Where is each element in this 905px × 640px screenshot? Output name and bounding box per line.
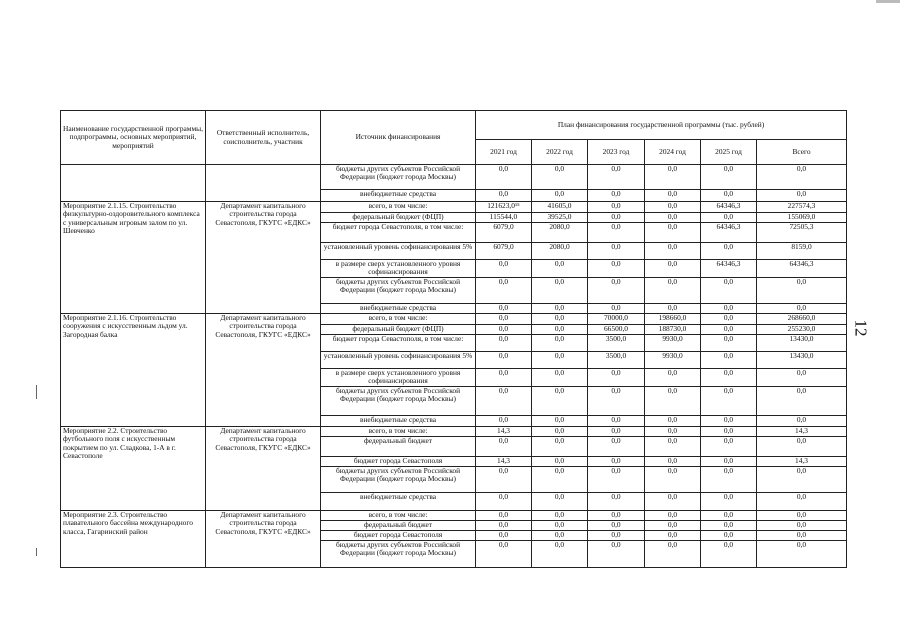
value-total: 0,0	[757, 165, 847, 190]
value-cell: 0,0	[476, 304, 532, 314]
value-cell: 0,0	[532, 352, 588, 369]
measure-name: Мероприятие 2.1.16. Строительство сооружения с искусственным льдом ул. Загородная балка	[61, 314, 206, 427]
value-total: 0,0	[757, 520, 847, 530]
value-total: 255230,0	[757, 325, 847, 335]
value-cell: 0,0	[532, 304, 588, 314]
value-cell: 0,0	[701, 314, 757, 325]
value-cell: 0,0	[532, 314, 588, 325]
value-cell: 0,0	[588, 456, 645, 466]
value-cell: 0,0	[476, 386, 532, 415]
value-cell: 0,0	[645, 530, 701, 540]
value-cell: 0,0	[476, 520, 532, 530]
funding-source: внебюджетные средства	[321, 190, 476, 202]
responsible-executor: Департамент капитального строительства города Севастополя, ГКУГС «ЕДКС»	[206, 510, 321, 567]
value-cell: 0,0	[476, 492, 532, 510]
value-cell: 0,0	[645, 369, 701, 387]
funding-source: установленный уровень софинансирования 5%	[321, 243, 476, 260]
funding-source: федеральный бюджет	[321, 520, 476, 530]
value-total: 0,0	[757, 190, 847, 202]
responsible-executor: Департамент капитального строительства города Севастополя, ГКУГС «ЕДКС»	[206, 202, 321, 314]
value-cell: 0,0	[701, 165, 757, 190]
value-cell: 0,0	[701, 369, 757, 387]
value-cell: 0,0	[476, 165, 532, 190]
value-cell: 0,0	[701, 278, 757, 304]
funding-source: всего, в том числе:	[321, 202, 476, 213]
value-cell: 0,0	[645, 304, 701, 314]
funding-source: бюджеты других субъектов Российской Федерации (бюджет города Москвы)	[321, 540, 476, 567]
value-cell: 0,0	[645, 492, 701, 510]
value-cell: 0,0	[701, 304, 757, 314]
value-cell: 6079,0	[476, 223, 532, 243]
value-total: 0,0	[757, 466, 847, 492]
funding-source: бюджет города Севастополя	[321, 456, 476, 466]
value-cell: 0,0	[476, 314, 532, 325]
value-cell: 64346,3	[701, 260, 757, 278]
value-cell: 0,0	[588, 386, 645, 415]
value-cell: 0,0	[701, 456, 757, 466]
value-cell: 0,0	[532, 415, 588, 426]
funding-source: бюджет города Севастополя	[321, 530, 476, 540]
value-cell: 0,0	[476, 415, 532, 426]
value-cell: 3500,0	[588, 335, 645, 352]
header-plan: План финансирования государственной программы (тыс. рублей)	[476, 111, 847, 140]
header-total: Всего	[757, 140, 847, 165]
value-total: 227574,3	[757, 202, 847, 213]
value-cell: 0,0	[532, 335, 588, 352]
header-responsible: Ответственный исполнитель, соисполнитель, участник	[206, 111, 321, 165]
value-cell: 0,0	[645, 415, 701, 426]
value-cell: 0,0	[588, 213, 645, 223]
value-cell: 0,0	[645, 520, 701, 530]
funding-source: бюджет города Севастополя, в том числе:	[321, 223, 476, 243]
value-cell: 0,0	[532, 278, 588, 304]
value-total: 0,0	[757, 510, 847, 520]
funding-source: федеральный бюджет (ФЦП)	[321, 325, 476, 335]
value-total: 14,3	[757, 456, 847, 466]
value-cell: 0,0	[476, 352, 532, 369]
funding-source: федеральный бюджет	[321, 436, 476, 456]
header-year: 2021 год	[476, 140, 532, 165]
table-body	[61, 165, 847, 568]
measure-name	[61, 165, 206, 202]
funding-source: бюджеты других субъектов Российской Федерации (бюджет города Москвы)	[321, 165, 476, 190]
value-cell: 0,0	[476, 335, 532, 352]
value-cell: 0,0	[645, 436, 701, 456]
value-total: 0,0	[757, 415, 847, 426]
value-cell: 39525,0	[532, 213, 588, 223]
funding-source: всего, в том числе:	[321, 314, 476, 325]
funding-source: бюджет города Севастополя, в том числе:	[321, 335, 476, 352]
value-cell: 0,0	[645, 278, 701, 304]
value-cell: 0,0	[701, 466, 757, 492]
measure-name: Мероприятие 2.1.15. Строительство физкультурно-оздоровительного комплекса с универсальным игровым залом по ул. Шевченко	[61, 202, 206, 314]
value-cell: 0,0	[701, 335, 757, 352]
value-total: 0,0	[757, 530, 847, 540]
value-cell: 0,0	[645, 466, 701, 492]
value-cell: 64346,3	[701, 202, 757, 213]
value-cell: 0,0	[476, 260, 532, 278]
value-cell: 0,0	[476, 510, 532, 520]
value-total: 13430,0	[757, 335, 847, 352]
table-row	[61, 165, 847, 190]
funding-source: бюджеты других субъектов Российской Федерации (бюджет города Москвы)	[321, 386, 476, 415]
funding-source: внебюджетные средства	[321, 415, 476, 426]
value-cell: 0,0	[645, 213, 701, 223]
value-total: 155069,0	[757, 213, 847, 223]
value-cell: 121623,0¹⁵	[476, 202, 532, 213]
value-cell: 0,0	[701, 492, 757, 510]
value-total: 0,0	[757, 304, 847, 314]
value-cell: 0,0	[645, 202, 701, 213]
value-cell: 0,0	[645, 456, 701, 466]
scan-margin-mark	[36, 548, 37, 556]
table-row	[61, 314, 847, 325]
value-cell: 0,0	[588, 520, 645, 530]
value-cell: 0,0	[532, 325, 588, 335]
funding-source: установленный уровень софинансирования 5%	[321, 352, 476, 369]
value-total: 14,3	[757, 426, 847, 436]
value-cell: 9930,0	[645, 335, 701, 352]
header-year: 2023 год	[588, 140, 645, 165]
value-cell: 0,0	[476, 190, 532, 202]
value-cell: 0,0	[588, 540, 645, 567]
value-cell: 0,0	[476, 325, 532, 335]
value-cell: 0,0	[588, 530, 645, 540]
scan-margin-mark	[36, 385, 37, 399]
value-cell: 0,0	[701, 190, 757, 202]
value-cell: 0,0	[588, 165, 645, 190]
value-cell: 0,0	[645, 223, 701, 243]
page-number: 12	[851, 319, 871, 337]
value-cell: 0,0	[645, 243, 701, 260]
value-cell: 0,0	[476, 530, 532, 540]
value-cell: 41605,0	[532, 202, 588, 213]
value-cell: 0,0	[701, 540, 757, 567]
value-cell: 0,0	[588, 223, 645, 243]
value-cell: 0,0	[701, 510, 757, 520]
value-cell: 0,0	[645, 510, 701, 520]
value-total: 64346,3	[757, 260, 847, 278]
measure-name: Мероприятие 2.2. Строительство футбольного поля с искусственным покрытием по ул. Сладкова, 1-А в г. Севастополе	[61, 426, 206, 510]
value-cell: 3500,0	[588, 352, 645, 369]
value-cell: 0,0	[532, 456, 588, 466]
value-cell: 0,0	[476, 369, 532, 387]
value-cell: 0,0	[532, 466, 588, 492]
value-cell: 0,0	[588, 510, 645, 520]
value-cell: 0,0	[701, 436, 757, 456]
value-cell: 2080,0	[532, 223, 588, 243]
responsible-executor	[206, 165, 321, 202]
value-cell: 0,0	[588, 278, 645, 304]
value-cell: 0,0	[476, 278, 532, 304]
value-cell: 9930,0	[645, 352, 701, 369]
responsible-executor: Департамент капитального строительства города Севастополя, ГКУГС «ЕДКС»	[206, 314, 321, 427]
value-cell: 0,0	[532, 530, 588, 540]
value-cell: 188730,0	[645, 325, 701, 335]
value-cell: 0,0	[701, 426, 757, 436]
value-cell: 0,0	[532, 520, 588, 530]
value-total: 0,0	[757, 492, 847, 510]
header-source: Источник финансирования	[321, 111, 476, 165]
funding-source: федеральный бюджет (ФЦП)	[321, 213, 476, 223]
value-cell: 0,0	[532, 190, 588, 202]
value-cell: 0,0	[532, 386, 588, 415]
value-cell: 0,0	[588, 436, 645, 456]
value-total: 0,0	[757, 540, 847, 567]
header-year: 2025 год	[701, 140, 757, 165]
value-cell: 0,0	[645, 386, 701, 415]
value-cell: 0,0	[701, 415, 757, 426]
table-row	[61, 202, 847, 213]
header-year: 2024 год	[645, 140, 701, 165]
value-cell: 0,0	[588, 260, 645, 278]
value-cell: 0,0	[476, 436, 532, 456]
value-total: 13430,0	[757, 352, 847, 369]
funding-source: бюджеты других субъектов Российской Федерации (бюджет города Москвы)	[321, 466, 476, 492]
value-cell: 0,0	[532, 369, 588, 387]
value-cell: 0,0	[588, 492, 645, 510]
value-cell: 0,0	[532, 492, 588, 510]
funding-source: внебюджетные средства	[321, 304, 476, 314]
value-cell: 0,0	[476, 466, 532, 492]
header-name: Наименование государственной программы, подпрограммы, основных мероприятий, мероприятий	[61, 111, 206, 165]
value-cell: 0,0	[645, 426, 701, 436]
value-cell: 0,0	[588, 369, 645, 387]
value-cell: 0,0	[532, 260, 588, 278]
value-cell: 64346,3	[701, 223, 757, 243]
financing-table	[60, 110, 847, 568]
value-cell: 70000,0	[588, 314, 645, 325]
value-cell: 0,0	[532, 165, 588, 190]
value-cell: 0,0	[588, 304, 645, 314]
value-cell: 0,0	[588, 426, 645, 436]
value-cell: 115544,0	[476, 213, 532, 223]
funding-source: в размере сверх установленного уровня софинансирования	[321, 260, 476, 278]
value-cell: 0,0	[476, 540, 532, 567]
value-cell: 0,0	[645, 190, 701, 202]
value-total: 0,0	[757, 436, 847, 456]
value-cell: 14,3	[476, 456, 532, 466]
value-cell: 0,0	[701, 325, 757, 335]
value-cell: 0,0	[701, 386, 757, 415]
value-total: 268660,0	[757, 314, 847, 325]
value-cell: 0,0	[532, 510, 588, 520]
value-cell: 0,0	[588, 415, 645, 426]
value-cell: 66500,0	[588, 325, 645, 335]
value-cell: 0,0	[701, 520, 757, 530]
value-cell: 0,0	[645, 260, 701, 278]
value-total: 72505,3	[757, 223, 847, 243]
value-cell: 0,0	[588, 466, 645, 492]
funding-source: внебюджетные средства	[321, 492, 476, 510]
scan-corner-mark	[876, 0, 900, 3]
value-cell: 0,0	[701, 530, 757, 540]
value-total: 0,0	[757, 369, 847, 387]
table-row	[61, 510, 847, 520]
value-cell: 0,0	[701, 243, 757, 260]
value-cell: 0,0	[701, 213, 757, 223]
value-cell: 0,0	[532, 540, 588, 567]
value-cell: 2080,0	[532, 243, 588, 260]
funding-source: в размере сверх установленного уровня софинансирования	[321, 369, 476, 387]
value-total: 8159,0	[757, 243, 847, 260]
value-cell: 0,0	[588, 243, 645, 260]
table-header	[61, 111, 847, 165]
value-total: 0,0	[757, 386, 847, 415]
value-cell: 0,0	[588, 202, 645, 213]
funding-source: всего, в том числе:	[321, 510, 476, 520]
value-cell: 0,0	[645, 165, 701, 190]
value-cell: 0,0	[588, 190, 645, 202]
value-cell: 198660,0	[645, 314, 701, 325]
value-cell: 6079,0	[476, 243, 532, 260]
value-cell: 14,3	[476, 426, 532, 436]
value-cell: 0,0	[532, 426, 588, 436]
measure-name: Мероприятие 2.3. Строительство плавательного бассейна международного класса, Гагаринский район	[61, 510, 206, 567]
funding-source: всего, в том числе:	[321, 426, 476, 436]
responsible-executor: Департамент капитального строительства города Севастополя, ГКУГС «ЕДКС»	[206, 426, 321, 510]
header-year: 2022 год	[532, 140, 588, 165]
table-row	[61, 426, 847, 436]
funding-source: бюджеты других субъектов Российской Федерации (бюджет города Москвы)	[321, 278, 476, 304]
value-total: 0,0	[757, 278, 847, 304]
value-cell: 0,0	[532, 436, 588, 456]
value-cell: 0,0	[645, 540, 701, 567]
value-cell: 0,0	[701, 352, 757, 369]
